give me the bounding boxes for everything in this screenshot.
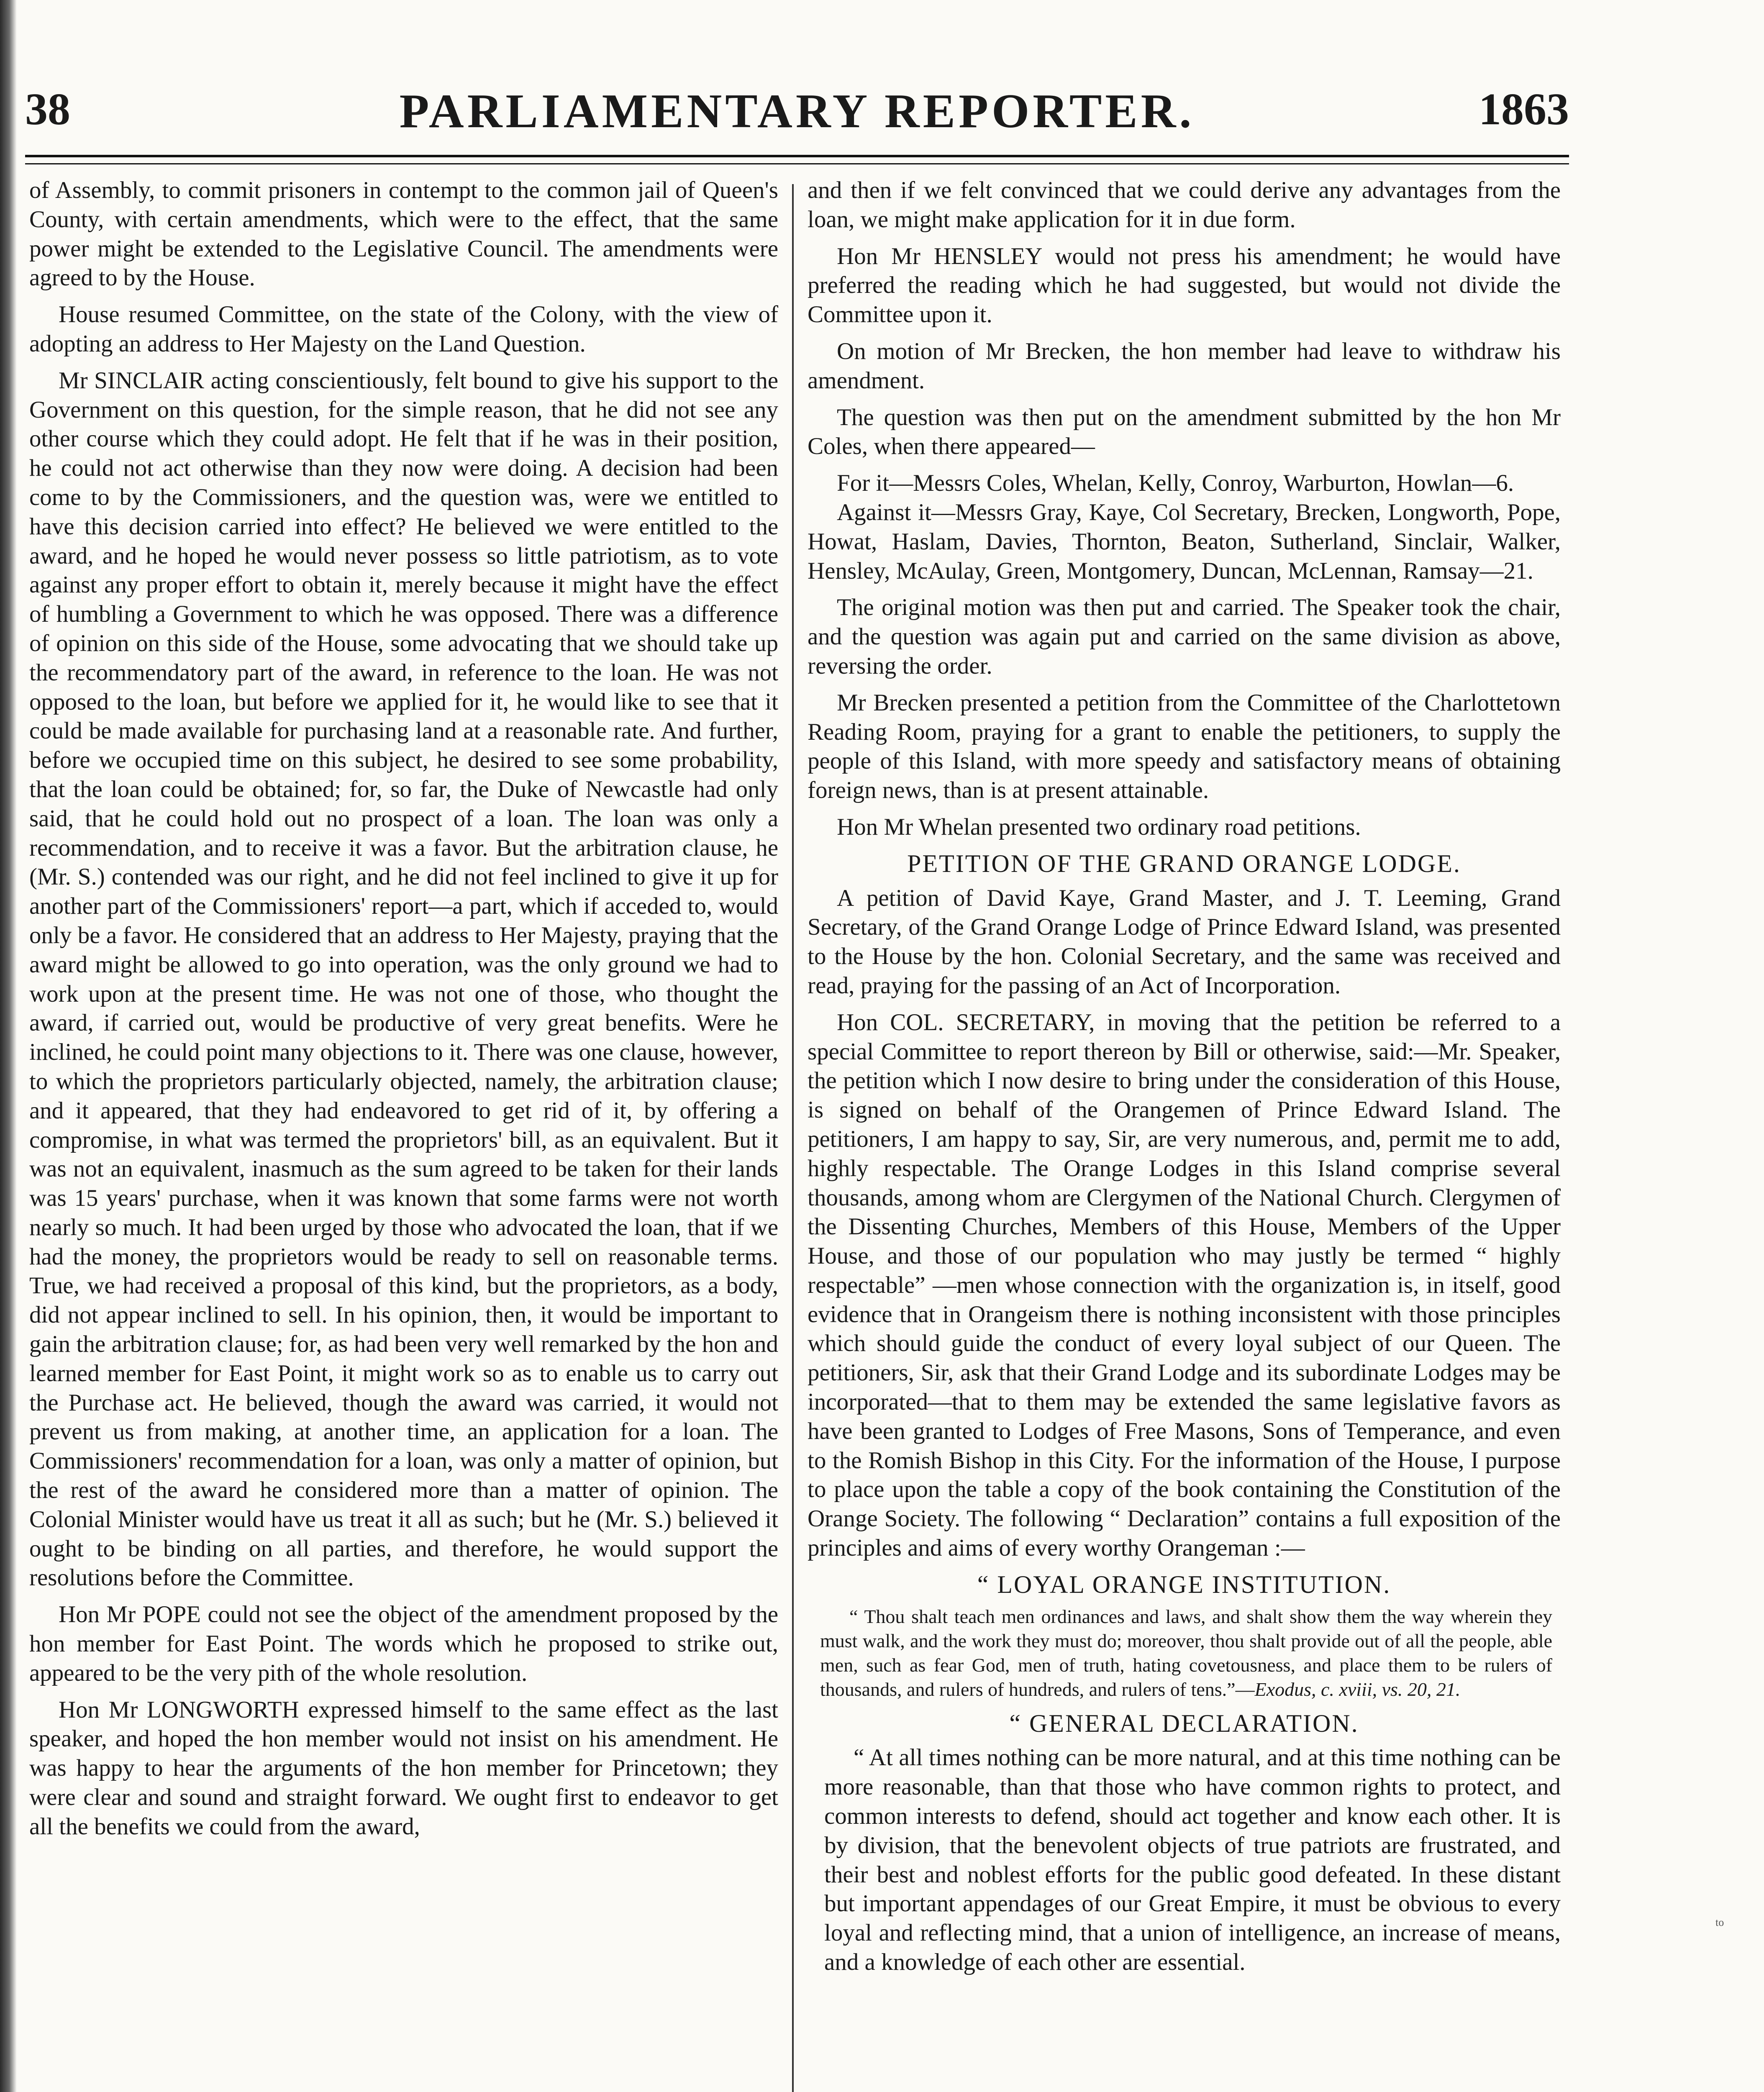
section-heading-institution: “ LOYAL ORANGE INSTITUTION. bbox=[977, 1570, 1391, 1598]
declaration-text: “ At all times nothing can be more natural, and at this time nothing can be more reasonable, than that those who have common rights to protect, and common interests to defend, should act together and know each other. It is by division, that the benevolent objects of true patriots are frustrated, and their best and noblest efforts for the public good defeated. In these distant but important appendages of our Great Empire, it must be obvious to every loyal and reflecting mind, that a union of intelligence, an increase of means, and a knowledge of each other are essential. bbox=[824, 1744, 1561, 1976]
scripture-text: “ Thou shalt teach men ordinances and laws, and shalt show them the way wherein they must walk, and the work they must do; moreover, thou shalt provide out of all the people, able men, such as fear God, men of truth, hating covetousness, and place them to be rulers of thousands, and rulers of hundreds, and rulers of tens.”— bbox=[820, 1605, 1552, 1700]
vote-against: Against it—Messrs Gray, Kaye, Col Secretary, Brecken, Longworth, Pope, Howat, Haslam, Davies, Thornton, Beaton, Sutherland, Sinclair, Walker, Hensley, McAulay, Green, Montgomery, Duncan, McLennan, Ramsay—21. bbox=[808, 499, 1561, 584]
header-rule bbox=[25, 155, 1569, 164]
paragraph: Hon Mr Whelan presented two ordinary road petitions. bbox=[837, 813, 1361, 840]
paragraph: On motion of Mr Brecken, the hon member had leave to withdraw his amendment. bbox=[808, 338, 1561, 394]
scripture-reference: Exodus, c. xviii, vs. 20, 21. bbox=[1254, 1678, 1461, 1700]
margin-note: to bbox=[1715, 1916, 1724, 1928]
page-scan-edge bbox=[0, 0, 17, 2092]
scripture-quote bbox=[808, 1605, 1561, 1702]
column-divider bbox=[792, 184, 794, 2092]
paragraph: House resumed Committee, on the state of the Colony, with the view of adopting an address to Her Majesty on the Land Question. bbox=[29, 301, 778, 357]
paragraph: Hon Mr HENSLEY would not press his amendment; he would have preferred the reading which he had suggested, but would not divide the Committee upon it. bbox=[808, 243, 1561, 328]
paragraph: and then if we felt convinced that we could derive any advantages from the loan, we might make application for it in due form. bbox=[808, 177, 1561, 233]
paragraph: The question was then put on the amendment submitted by the hon Mr Coles, when there appeared— bbox=[808, 404, 1561, 460]
page-number: 38 bbox=[25, 85, 70, 134]
paragraph: Hon Mr LONGWORTH expressed himself to the same effect as the last speaker, and hoped the hon member would not insist on his amendment. He was happy to hear the arguments of the hon member for Princetown; they were clear and sound and straight forward. We ought first to endeavor to get all the benefits we could from the award, bbox=[29, 1696, 778, 1840]
paragraph: Mr Brecken presented a petition from the Committee of the Charlottetown Reading Room, praying for a grant to enable the petitioners, to supply the people of this Island, with more speedy and satisfactory means of obtaining foreign news, than is at present attainable. bbox=[808, 689, 1561, 804]
section-heading-declaration: “ GENERAL DECLARATION. bbox=[1009, 1709, 1359, 1737]
paragraph: A petition of David Kaye, Grand Master, and J. T. Leeming, Grand Secretary, of the Grand Orange Lodge of Prince Edward Island, was presented to the House by the hon. Colonial Secretary, and the same was received and read, praying for the passing of an Act of Incorporation. bbox=[808, 884, 1561, 999]
paragraph: Hon Mr POPE could not see the object of the amendment proposed by the hon member for East Point. The words which he proposed to strike out, appeared to be the very pith of the whole resolution. bbox=[29, 1601, 778, 1686]
paragraph: of Assembly, to commit prisoners in contempt to the common jail of Queen's County, with certain amendments, which were to the effect, that the same power might be extended to the Legislative Council. The amendments were agreed to by the House. bbox=[29, 177, 778, 291]
paragraph: The original motion was then put and carried. The Speaker took the chair, and the question was again put and carried on the same division as above, reversing the order. bbox=[808, 594, 1561, 679]
publication-title: PARLIAMENTARY REPORTER. bbox=[399, 85, 1195, 138]
left-column bbox=[29, 176, 778, 2092]
publication-year: 1863 bbox=[1479, 85, 1569, 134]
paragraph: Hon COL. SECRETARY, in moving that the petition be referred to a special Committee to report thereon by Bill or otherwise, said:—Mr. Speaker, the petition which I now desire to bring under the consideration of this House, is signed on behalf of the Orangemen of Prince Edward Island. The petitioners, I am happy to say, Sir, are very numerous, and, permit me to add, highly respectable. The Orange Lodges in this Island comprise several thousands, among whom are Clergymen of the National Church. Clergymen of the Dissenting Churches, Members of this House, Members of the Upper House, and those of our population who may justly be termed “ highly respectable” —men whose connection with the organization is, in itself, good evidence that in Orangeism there is nothing inconsistent with those principles which should guide the conduct of every loyal subject of our Queen. The petitioners, Sir, ask that their Grand Lodge and its subordinate Lodges may be incorporated—that to them may be extended the same legislative favors as have been granted to Lodges of Free Masons, Sons of Temperance, and even to the Romish Bishop in this City. For the information of the House, I purpose to place upon the table a copy of the book containing the Constitution of the Orange Society. The following “ Declaration” contains a full exposition of the principles and aims of every worthy Orangeman :— bbox=[808, 1009, 1561, 1561]
right-column bbox=[808, 176, 1561, 2092]
paragraph: Mr SINCLAIR acting conscientiously, felt bound to give his support to the Government on this question, for the simple reason, that he did not see any other course which they could adopt. He felt that if he was in their position, he could not act otherwise than they now were doing. A decision had been come to by the Commissioners, and the question was, were we entitled to have this decision carried into effect? He believed we were entitled to the award, and he hoped he would never possess so little patriotism, as to vote against any proper effort to obtain it, merely because it might have the effect of humbling a Government to which he was opposed. There was a difference of opinion on this side of the House, some advocating that we should take up the recommendatory part of the award, in reference to the loan. He was not opposed to the loan, but before we applied for it, he would like to see that it could be made available for purchasing land at a reasonable rate. And further, before we occupied time on this subject, he desired to see some probability, that the loan could be obtained; for, so far, the Duke of Newcastle had only said, that he could hold out no prospect of a loan. The loan was only a recommendation, and to receive it was a favor. But the arbitration clause, he (Mr. S.) contended was our right, and he did not feel inclined to give it up for another part of the Commissioners' report—a part, which if acceded to, would only be a favor. He considered that an address to Her Majesty, praying that the award might be allowed to go into operation, was the only ground we had to work upon at the present time. He was not one of those, who thought the award, if carried out, would be productive of very great benefits. Were he inclined, he could point many objections to it. There was one clause, however, to which the proprietors particularly objected, namely, the arbitration clause; and it appeared, that they had endeavored to get rid of it, by offering a compromise, in what was termed the proprietors' bill, as an equivalent. But it was not an equivalent, inasmuch as the sum agreed to be taken for their lands was 15 years' purchase, when it was known that some farms were not worth nearly so much. It had been urged by those who advocated the loan, that if we had the money, the proprietors would be ready to sell on reasonable terms. True, we had received a proposal of this kind, but the proprietors, as a body, did not appear inclined to sell. In his opinion, then, it would be important to gain the arbitration clause; for, as had been very well remarked by the hon and learned member for East Point, it might work so as to enable us to carry out the Purchase act. He believed, though the award was carried, it would not prevent us from making, at another time, an application for a loan. The Commissioners' recommendation for a loan, was only a matter of opinion, but the rest of the award he considered more than a matter of opinion. The Colonial Minister would have us treat it all as such; but he (Mr. S.) believed it ought to be binding on all parties, and therefore, he would support the resolutions before the Committee. bbox=[29, 367, 778, 1591]
vote-for: For it—Messrs Coles, Whelan, Kelly, Conroy, Warburton, Howlan—6. bbox=[837, 470, 1514, 497]
section-heading-petition: PETITION OF THE GRAND ORANGE LODGE. bbox=[907, 849, 1461, 877]
